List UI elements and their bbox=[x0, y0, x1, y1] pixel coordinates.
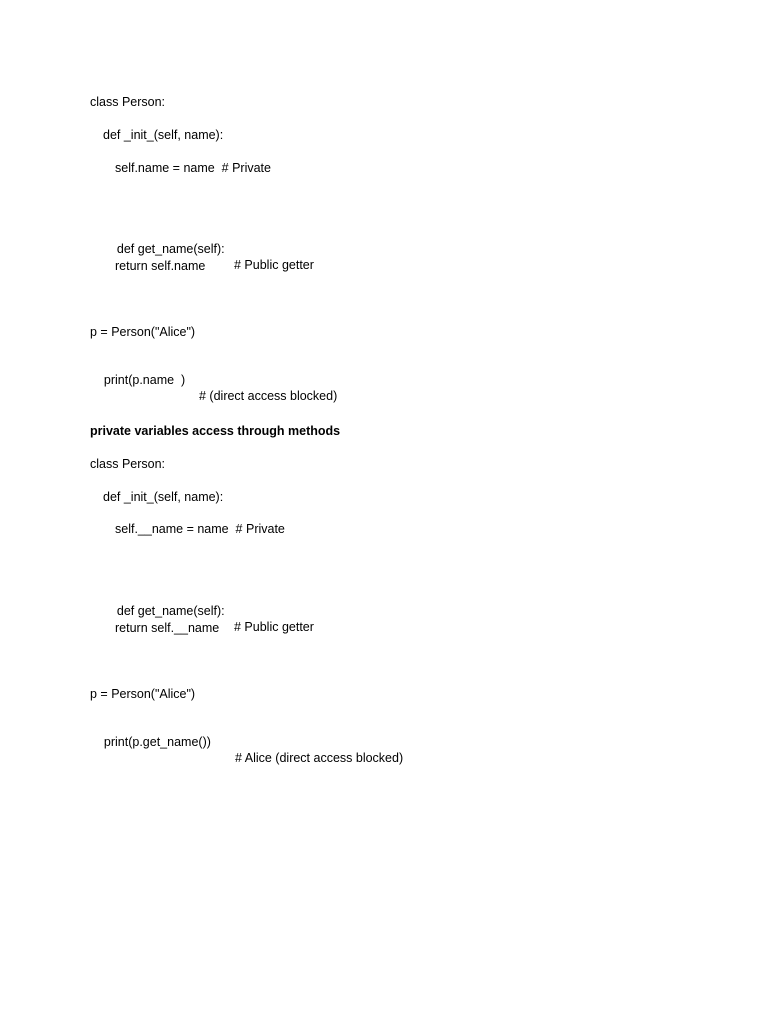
code-text: print(p.get_name()) bbox=[103, 735, 211, 749]
code-line-print bbox=[90, 356, 338, 420]
code-text: def get_name(self): bbox=[116, 604, 225, 618]
code-line-init-def: def _init_(self, name): bbox=[103, 490, 224, 504]
code-line-init-def: def _init_(self, name): bbox=[103, 128, 224, 142]
code-comment: # Public getter bbox=[234, 620, 314, 634]
code-line-return: return self.__name bbox=[115, 621, 220, 635]
code-line-getter-def bbox=[103, 587, 314, 651]
code-line-class-def: class Person: bbox=[90, 457, 166, 471]
code-line-assign-name: self.name = name # Private bbox=[115, 161, 271, 175]
code-line-instance: p = Person("Alice") bbox=[90, 325, 196, 339]
code-line-class-def: class Person: bbox=[90, 95, 166, 109]
code-text: print(p.name ) bbox=[103, 373, 186, 387]
code-text: def get_name(self): bbox=[116, 242, 225, 256]
code-line-return: return self.name bbox=[115, 259, 206, 273]
code-line-instance: p = Person("Alice") bbox=[90, 687, 196, 701]
section-heading: private variables access through methods bbox=[90, 424, 341, 438]
code-line-print bbox=[90, 718, 404, 782]
code-comment: # (direct access blocked) bbox=[199, 389, 338, 403]
code-line-assign-name: self.__name = name # Private bbox=[115, 522, 285, 536]
code-comment: # Public getter bbox=[234, 258, 314, 272]
code-line-getter-def bbox=[103, 225, 314, 289]
code-comment: # Alice (direct access blocked) bbox=[235, 751, 404, 765]
